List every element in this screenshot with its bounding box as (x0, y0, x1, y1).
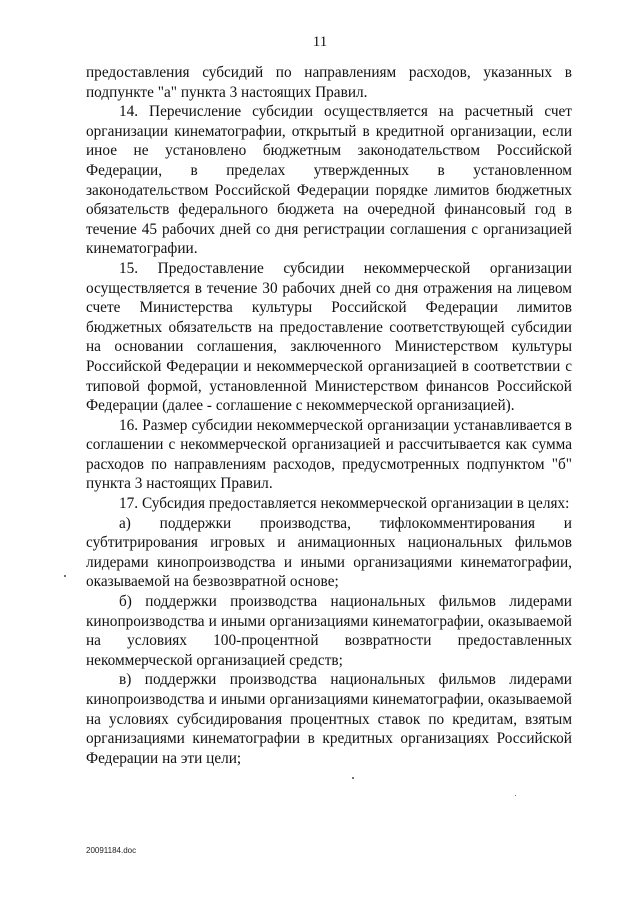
scan-speck (515, 795, 516, 796)
paragraph-16: 16. Размер субсидии некоммерческой организации устанавливается в соглашении с некоммерческой организацией и рассчитывается как сумма расходов по направлениям расходов, предусмотренных подпунктом "б" пункта 3 настоящих Правил. (86, 416, 572, 493)
paragraph-17-item-a: а) поддержки производства, тифлокомментирования и субтитрирования игровых и анимационных национальных фильмов лидерами кинопроизводства и иными организациями кинематографии, оказываемой на безвозвратной основе; (86, 514, 572, 591)
page-number: 11 (312, 34, 328, 50)
paragraph-15: 15. Предоставление субсидии некоммерческой организации осуществляется в течение 30 рабочих дней со дня отражения на лицевом счете Министерства культуры Российской Федерации лимитов бюджетных обязательств на предоставление соответствующей субсидии на основании соглашения, заключенного Министерством культуры Российской Федерации и некоммерческой организацией в соответствии с типовой формой, установленной Министерством финансов Российской Федерации (далее - соглашение с некоммерческой организацией). (86, 259, 572, 415)
paragraph-17-item-b: б) поддержки производства национальных фильмов лидерами кинопроизводства и иными организациями кинематографии, оказываемой на условиях 100-процентной возвратности предоставленных некоммерческой организацией средств; (86, 593, 572, 669)
document-body (86, 63, 572, 768)
paragraph-17-item-c: в) поддержки производства национальных фильмов лидерами кинопроизводства и иными организациями кинематографии, оказываемой на условиях субсидирования процентных ставок по кредитам, взятым организациями кинематографии в кредитных организациях Российской Федерации на эти цели; (86, 671, 572, 767)
scan-speck (352, 777, 354, 779)
paragraph-17: 17. Субсидия предоставляется некоммерческой организации в целях: (119, 495, 570, 513)
paragraph-14: 14. Перечисление субсидии осуществляется на расчетный счет организации кинематографии, открытый в кредитной организации, если иное не установлено бюджетным законодательством Российской Федерации, в пределах утвержденных в установленном законодательством Российской Федерации порядке лимитов бюджетных обязательств федерального бюджета на очередной финансовый год в течение 45 рабочих дней со дня регистрации соглашения с организацией кинематографии. (86, 103, 572, 258)
paragraph-13-continuation: предоставления субсидий по направлениям расходов, указанных в подпункте "а" пункта 3 настоящих Правил. (86, 64, 572, 101)
scan-speck (64, 575, 66, 577)
footer-filename: 20091184.doc (86, 846, 137, 855)
